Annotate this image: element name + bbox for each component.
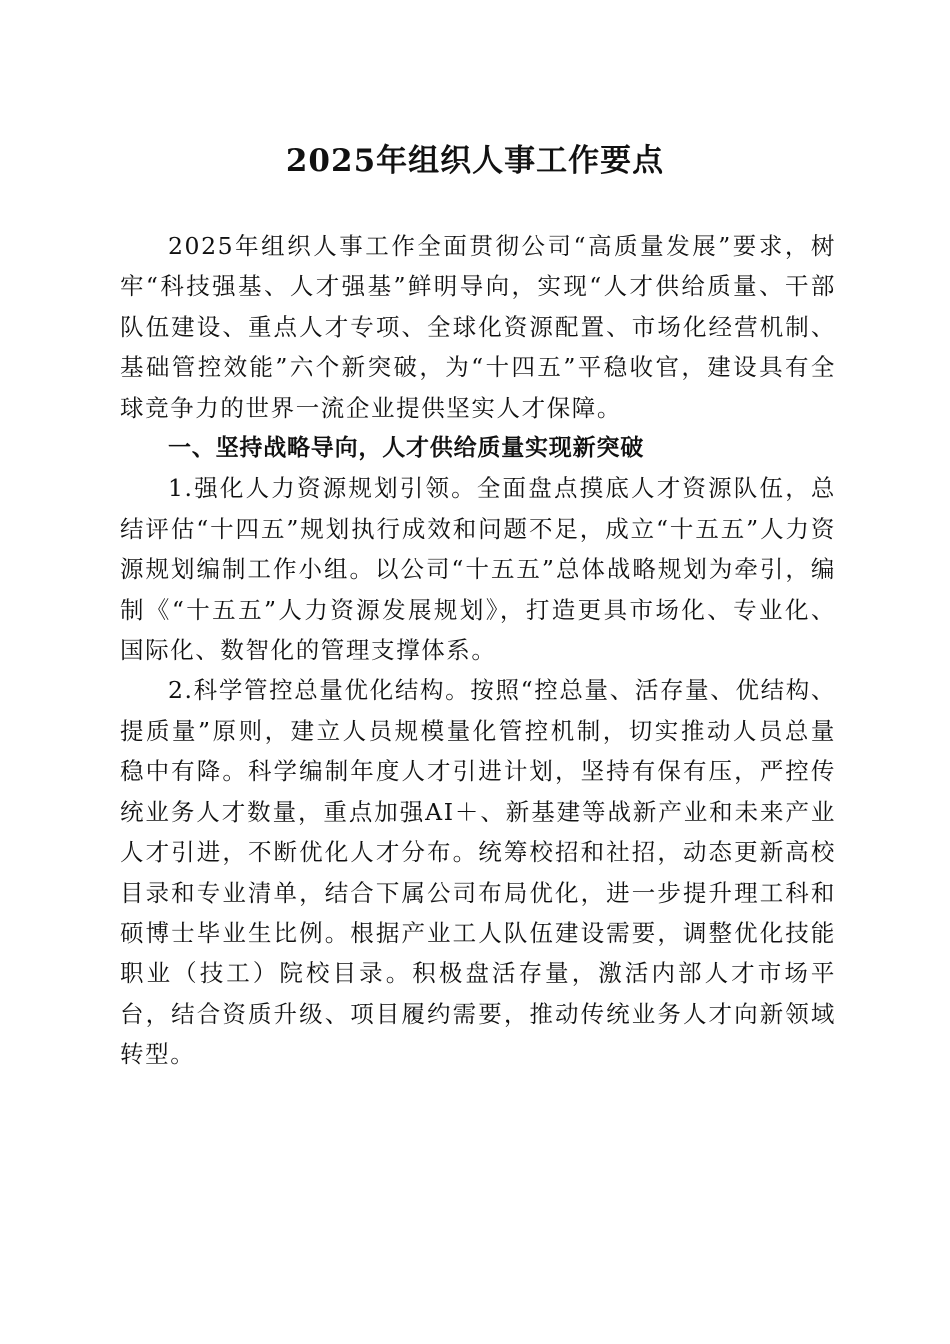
- item-2-paragraph: 2.科学管控总量优化结构。按照“控总量、活存量、优结构、提质量”原则，建立人员规模量化管控机制，切实推动人员总量稳中有降。科学编制年度人才引进计划，坚持有保有压，严控传统业务人才数量，重点加强AI＋、新基建等战新产业和未来产业人才引进，不断优化人才分布。统筹校招和社招，动态更新高校目录和专业清单，结合下属公司布局优化，进一步提升理工科和硕博士毕业生比例。根据产业工人队伍建设需要，调整优化技能职业（技工）院校目录。积极盘活存量，激活内部人才市场平台，结合资质升级、项目履约需要，推动传统业务人才向新领域转型。: [120, 676, 836, 1069]
- document-body: [120, 226, 836, 1075]
- section-heading: 一、坚持战略导向，人才供给质量实现新突破: [168, 435, 644, 462]
- item-1-paragraph: 1.强化人力资源规划引领。全面盘点摸底人才资源队伍，总结评估“十四五”规划执行成效和问题不足，成立“十五五”人力资源规划编制工作小组。以公司“十五五”总体战略规划为牵引，编制《“十五五”人力资源发展规划》，打造更具市场化、专业化、国际化、数智化的管理支撑体系。: [120, 474, 836, 665]
- document-title: 2025年组织人事工作要点: [285, 143, 665, 179]
- intro-paragraph: 2025年组织人事工作全面贯彻公司“高质量发展”要求，树牢“科技强基、人才强基”鲜明导向，实现“人才供给质量、干部队伍建设、重点人才专项、全球化资源配置、市场化经营机制、基础管控效能”六个新突破，为“十四五”平稳收官，建设具有全球竞争力的世界一流企业提供坚实人才保障。: [120, 232, 836, 422]
